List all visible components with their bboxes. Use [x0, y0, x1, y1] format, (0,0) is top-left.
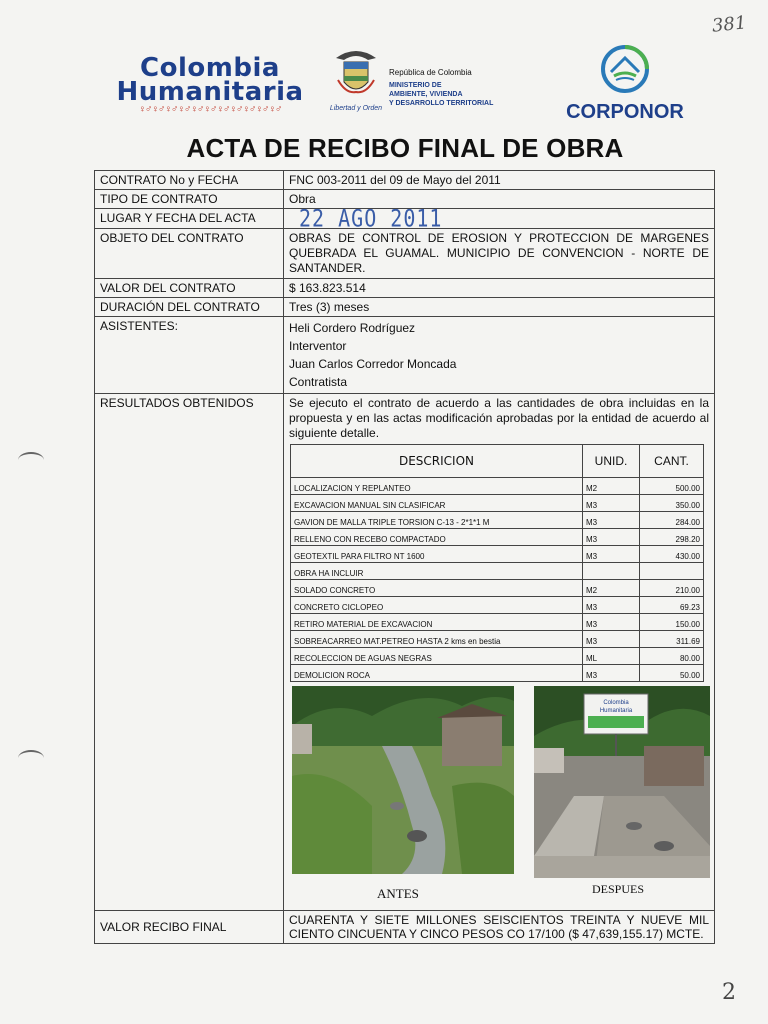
row-tipo — [95, 190, 715, 209]
item-description: SOBREACARREO MAT.PETREO HASTA 2 kms en bestia — [291, 631, 583, 648]
item-quantity: 210.00 — [640, 580, 704, 597]
item-description: EXCAVACION MANUAL SIN CLASIFICAR — [291, 495, 583, 512]
resultados-text: Se ejecuto el contrato de acuerdo a las cantidades de obra incluidas en la propuesta y en las actas modificación aprobadas por la entidad de acuerdo al siguiente detalle. — [289, 396, 709, 440]
asistente-name: Juan Carlos Corredor Moncada — [289, 357, 457, 371]
document-title: ACTA DE RECIBO FINAL DE OBRA — [186, 133, 624, 163]
item-unit: M3 — [583, 495, 640, 512]
item-unit: M3 — [583, 614, 640, 631]
value-lugar — [284, 209, 715, 229]
after-photo — [534, 686, 710, 878]
punch-hole-mark — [18, 750, 44, 766]
asistente-role: Interventor — [289, 339, 347, 353]
value-objeto: OBRAS DE CONTROL DE EROSION Y PROTECCION DE MARGENES QUEBRADA EL GUAMAL. MUNICIPIO DE CONVENCION - NORTE DE SANTANDER. — [284, 229, 715, 279]
detail-row — [291, 580, 704, 597]
detail-row — [291, 597, 704, 614]
detail-table — [290, 444, 704, 682]
row-lugar — [95, 209, 715, 229]
ministry-line1: MINISTERIO DE — [389, 82, 442, 89]
row-asistentes — [95, 317, 715, 394]
label-recibo: VALOR RECIBO FINAL — [95, 911, 284, 944]
item-description: RECOLECCION DE AGUAS NEGRAS — [291, 648, 583, 665]
ministry-block — [389, 68, 549, 108]
republic-label: República de Colombia — [389, 68, 472, 77]
label-asistentes: ASISTENTES: — [95, 317, 284, 394]
item-description: SOLADO CONCRETO — [291, 580, 583, 597]
row-resultados — [95, 394, 715, 911]
item-quantity — [640, 563, 704, 580]
item-description: LOCALIZACION Y REPLANTEO — [291, 478, 583, 495]
item-unit — [583, 563, 640, 580]
item-unit: ML — [583, 648, 640, 665]
item-description: RELLENO CON RECEBO COMPACTADO — [291, 529, 583, 546]
ministry-line3: Y DESARROLLO TERRITORIAL — [389, 100, 494, 107]
header-descricion: DESCRICION — [291, 445, 583, 478]
item-unit: M3 — [583, 512, 640, 529]
item-quantity: 430.00 — [640, 546, 704, 563]
sign-line2: Humanitaria — [599, 708, 633, 714]
item-quantity: 80.00 — [640, 648, 704, 665]
row-objeto — [95, 229, 715, 279]
item-description: CONCRETO CICLOPEO — [291, 597, 583, 614]
colombia-humanitaria-logo — [110, 53, 310, 116]
logo-line1: Colombia — [140, 53, 280, 83]
label-objeto: OBJETO DEL CONTRATO — [95, 229, 284, 279]
label-tipo: TIPO DE CONTRATO — [95, 190, 284, 209]
caption-despues: DESPUES — [592, 882, 645, 896]
item-quantity: 311.69 — [640, 631, 704, 648]
item-unit: M3 — [583, 665, 640, 682]
detail-row — [291, 631, 704, 648]
detail-row — [291, 512, 704, 529]
label-lugar: LUGAR Y FECHA DEL ACTA — [95, 209, 284, 229]
label-valor: VALOR DEL CONTRATO — [95, 279, 284, 298]
coat-of-arms-emblem — [329, 46, 383, 112]
value-valor: $ 163.823.514 — [284, 279, 715, 298]
corponor-name: CORPONOR — [566, 101, 684, 123]
label-duracion: DURACIÓN DEL CONTRATO — [95, 298, 284, 317]
value-duracion: Tres (3) meses — [284, 298, 715, 317]
item-description: OBRA HA INCLUIR — [291, 563, 583, 580]
detail-row — [291, 614, 704, 631]
detail-row — [291, 529, 704, 546]
coat-motto: Libertad y Orden — [329, 105, 383, 112]
logo-line2: Humanitaria — [116, 77, 304, 107]
detail-row — [291, 478, 704, 495]
value-tipo: Obra — [284, 190, 715, 209]
page-number: 381 — [710, 12, 748, 37]
detail-row — [291, 546, 704, 563]
detail-row — [291, 495, 704, 512]
value-recibo: CUARENTA Y SIETE MILLONES SEISCIENTOS TREINTA Y NUEVE MIL CIENTO CINCUENTA Y CINCO PESOS CO 17/100 ($ 47,639,155.17) MCTE. — [284, 911, 715, 944]
label-resultados: RESULTADOS OBTENIDOS — [95, 394, 284, 911]
label-contrato: CONTRATO No y FECHA — [95, 171, 284, 190]
ministry-line2: AMBIENTE, VIVIENDA — [389, 91, 463, 98]
people-figures-icon: ♀♂♀♂♀♂♀♂♀♂♀♂♀♂♀♂♀♂♀♂♀♂ — [138, 104, 282, 115]
item-unit: M2 — [583, 478, 640, 495]
asistente-name: Heli Cordero Rodríguez — [289, 321, 416, 335]
coat-of-arms-icon — [332, 46, 380, 100]
corponor-emblem-icon — [600, 44, 650, 94]
item-unit: M3 — [583, 597, 640, 614]
detail-row — [291, 648, 704, 665]
row-valor — [95, 279, 715, 298]
item-description: GAVION DE MALLA TRIPLE TORSION C-13 - 2*1*1 M — [291, 512, 583, 529]
item-quantity: 284.00 — [640, 512, 704, 529]
caption-antes: ANTES — [377, 886, 419, 901]
asistente-role: Contratista — [289, 375, 348, 389]
value-resultados — [284, 394, 715, 911]
item-description: GEOTEXTIL PARA FILTRO NT 1600 — [291, 546, 583, 563]
header-cant: CANT. — [640, 445, 704, 478]
item-quantity: 500.00 — [640, 478, 704, 495]
item-unit: M3 — [583, 631, 640, 648]
item-unit: M3 — [583, 529, 640, 546]
photo-area — [289, 684, 709, 906]
item-description: RETIRO MATERIAL DE EXCAVACION — [291, 614, 583, 631]
handwritten-mark: 2 — [722, 980, 736, 1005]
item-quantity: 69.23 — [640, 597, 704, 614]
item-unit: M3 — [583, 546, 640, 563]
document-header — [95, 44, 715, 124]
row-duracion — [95, 298, 715, 317]
before-photo — [292, 686, 514, 874]
value-contrato: FNC 003-2011 del 09 de Mayo del 2011 — [284, 171, 715, 190]
detail-row — [291, 665, 704, 682]
item-description: DEMOLICION ROCA — [291, 665, 583, 682]
detail-row — [291, 563, 704, 580]
item-quantity: 50.00 — [640, 665, 704, 682]
item-quantity: 298.20 — [640, 529, 704, 546]
date-stamp: 22 AGO 2011 — [299, 208, 443, 229]
row-recibo — [95, 911, 715, 944]
value-asistentes — [284, 317, 715, 394]
sign-line1: Colombia — [603, 700, 629, 706]
punch-hole-mark — [18, 452, 44, 468]
corponor-logo — [555, 44, 695, 124]
header-unid: UNID. — [583, 445, 640, 478]
item-quantity: 150.00 — [640, 614, 704, 631]
item-quantity: 350.00 — [640, 495, 704, 512]
row-contrato — [95, 171, 715, 190]
item-unit: M2 — [583, 580, 640, 597]
detail-header-row — [291, 445, 704, 478]
acta-table — [94, 170, 715, 944]
